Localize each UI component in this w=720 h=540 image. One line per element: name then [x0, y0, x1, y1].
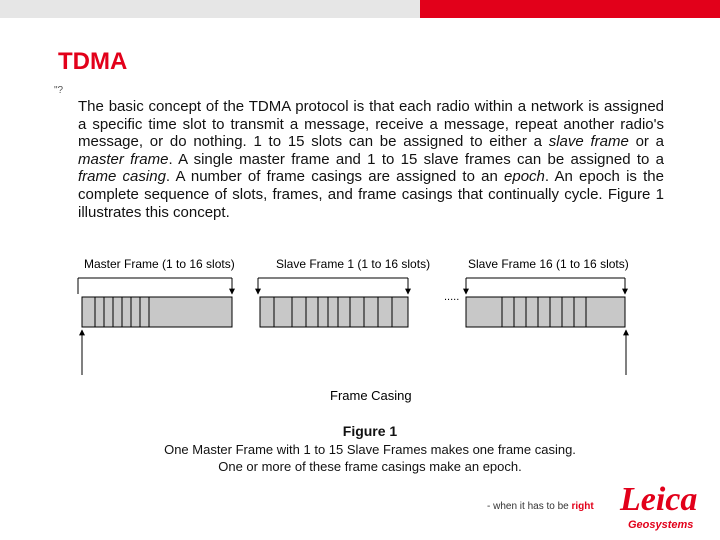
frame-casing-label: Frame Casing: [330, 388, 412, 403]
body-text-5: . An epoch is the complete sequence of slots, frames, and frame casings that continually cycle. Figure 1 illustrates this concept.: [78, 168, 664, 221]
body-text-3: . A single master frame and 1 to 15 slave frames can be assigned to a: [168, 150, 664, 168]
frame-diagram: [60, 250, 660, 410]
slave-frame-1-rect: [260, 297, 408, 327]
slave-frame-16-block: [466, 297, 625, 327]
body-term-frame-casing: frame casing: [78, 168, 166, 186]
body-text-4: . A number of frame casings are assigned to an: [165, 168, 505, 186]
master-frame-label: Master Frame (1 to 16 slots): [84, 257, 235, 271]
tagline-emphasis: right: [571, 501, 594, 512]
top-bar-grey: [0, 0, 420, 18]
slide-title: TDMA: [58, 48, 128, 75]
slave-frame-1-block: [260, 297, 408, 327]
bullet-icon: "?: [54, 85, 64, 96]
body-paragraph: [78, 98, 664, 221]
master-frame-block: [82, 297, 232, 327]
ellipsis-text: .....: [444, 291, 460, 303]
figure-title: Figure 1: [342, 423, 398, 439]
body-term-epoch: epoch: [504, 168, 545, 186]
slave-frame-16-label: Slave Frame 16 (1 to 16 slots): [468, 257, 629, 271]
body-text-1: The basic concept of the TDMA protocol is that each radio within a network is assigned a specific time slot to transmit a message, receive a message, repeat another radio's message, or do nothing. 1 to 15 slots can be assigned to either a: [78, 98, 664, 151]
slave-frame-16-rect: [466, 297, 625, 327]
body-term-master-frame: master frame: [78, 150, 169, 168]
body-term-slave-frame: slave frame: [548, 133, 629, 151]
leica-logo: [618, 478, 718, 534]
top-bar-red: [420, 0, 720, 18]
tagline-prefix: - when it has to be: [487, 501, 572, 512]
logo-subtitle: Geosystems: [628, 519, 694, 531]
tagline: [487, 501, 594, 512]
figure-caption-line-1: One Master Frame with 1 to 15 Slave Frames makes one frame casing.: [164, 442, 576, 457]
body-text-2: or a: [628, 133, 665, 151]
slave-frame-1-label: Slave Frame 1 (1 to 16 slots): [276, 257, 431, 271]
logo-word: Leica: [620, 481, 698, 518]
figure-caption-line-2: One or more of these frame casings make an epoch.: [218, 459, 522, 474]
